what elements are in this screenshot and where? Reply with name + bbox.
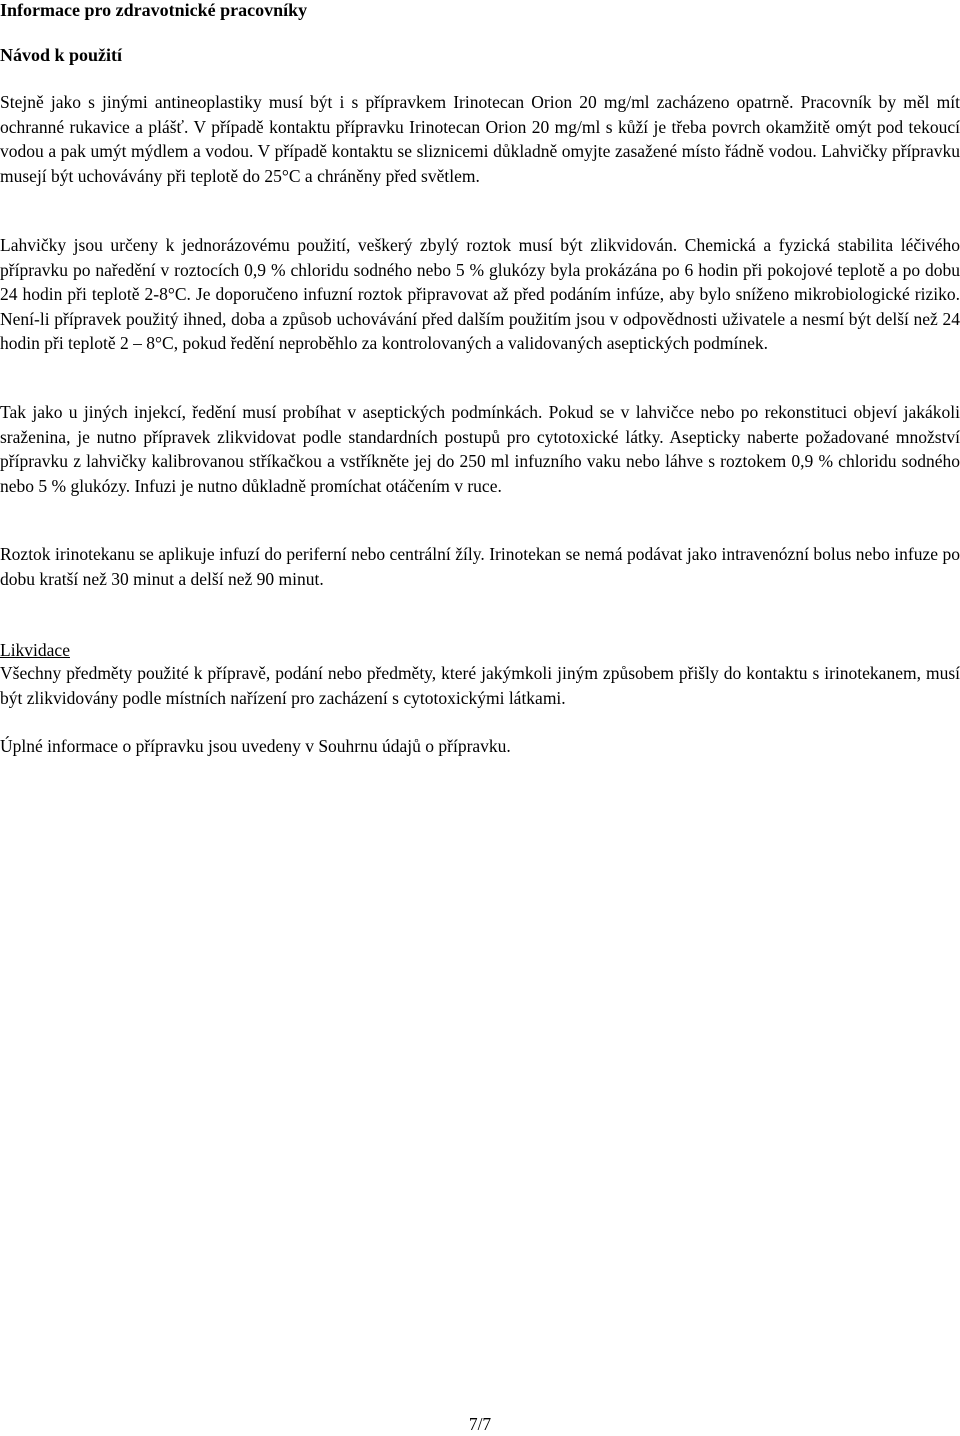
page-number: 7/7	[468, 1414, 492, 1434]
section-heading-instructions: Návod k použití	[0, 45, 123, 65]
document-title: Informace pro zdravotnické pracovníky	[0, 0, 308, 20]
paragraph-handling: Stejně jako s jinými antineoplastiky musí být i s přípravkem Irinotecan Orion 20 mg/ml zacházeno opatrně. Pracovník by měl mít ochranné rukavice a plášť. V případě kontaktu přípravku Irinotecan Orion 20 mg/ml s kůží je třeba povrch okamžitě omýt pod tekoucí vodou a pak umýt mýdlem a vodou. V případě kontaktu se sliznicemi důkladně omyjte zasažené místo řádně vodou. Lahvičky přípravku musejí být uchovávány při teplotě do 25°C a chráněny před světlem.	[0, 92, 960, 186]
paragraph-stability: Lahvičky jsou určeny k jednorázovému použití, veškerý zbylý roztok musí být zlikvidován. Chemická a fyzická stabilita léčivého přípravku po naředění v roztocích 0,9 % chloridu sodného nebo 5 % glukózy byla prokázána po 6 hodin při pokojové teplotě a po dobu 24 hodin při teplotě 2-8°C. Je doporučeno infuzní roztok připravovat až před podáním infúze, aby bylo sníženo mikrobiologické riziko. Není-li přípravek použitý ihned, doba a způsob uchovávání před dalším použitím jsou v odpovědnosti uživatele a nesmí být delší než 24 hodin při teplotě 2 – 8°C, pokud ředění neproběhlo za kontrolovaných a validovaných aseptických podmínek.	[0, 235, 960, 353]
section-heading-disposal: Likvidace	[0, 640, 70, 660]
paragraph-disposal: Všechny předměty použité k přípravě, podání nebo předměty, které jakýmkoli jiným způsobem přišly do kontaktu s irinotekanem, musí být zlikvidovány podle místních nařízení pro zacházení s cytotoxickými látkami.	[0, 663, 960, 708]
paragraph-closing: Úplné informace o přípravku jsou uvedeny v Souhrnu údajů o přípravku.	[0, 736, 511, 756]
paragraph-administration: Roztok irinotekanu se aplikuje infuzí do periferní nebo centrální žíly. Irinotekan se nemá podávat jako intravenózní bolus nebo infuze po dobu kratší než 30 minut a delší než 90 minut.	[0, 544, 960, 589]
paragraph-dilution: Tak jako u jiných injekcí, ředění musí probíhat v aseptických podmínkách. Pokud se v lahvičce nebo po rekonstituci objeví jakákoli sraženina, je nutno přípravek zlikvidovat podle standardních postupů pro cytotoxické látky. Asepticky naberte požadované množství přípravku z lahvičky kalibrovanou stříkačkou a vstříkněte jej do 250 ml infuzního vaku nebo láhve s roztokem 0,9 % chloridu sodného nebo 5 % glukózy. Infuzi je nutno důkladně promíchat otáčením v ruce.	[0, 402, 960, 496]
